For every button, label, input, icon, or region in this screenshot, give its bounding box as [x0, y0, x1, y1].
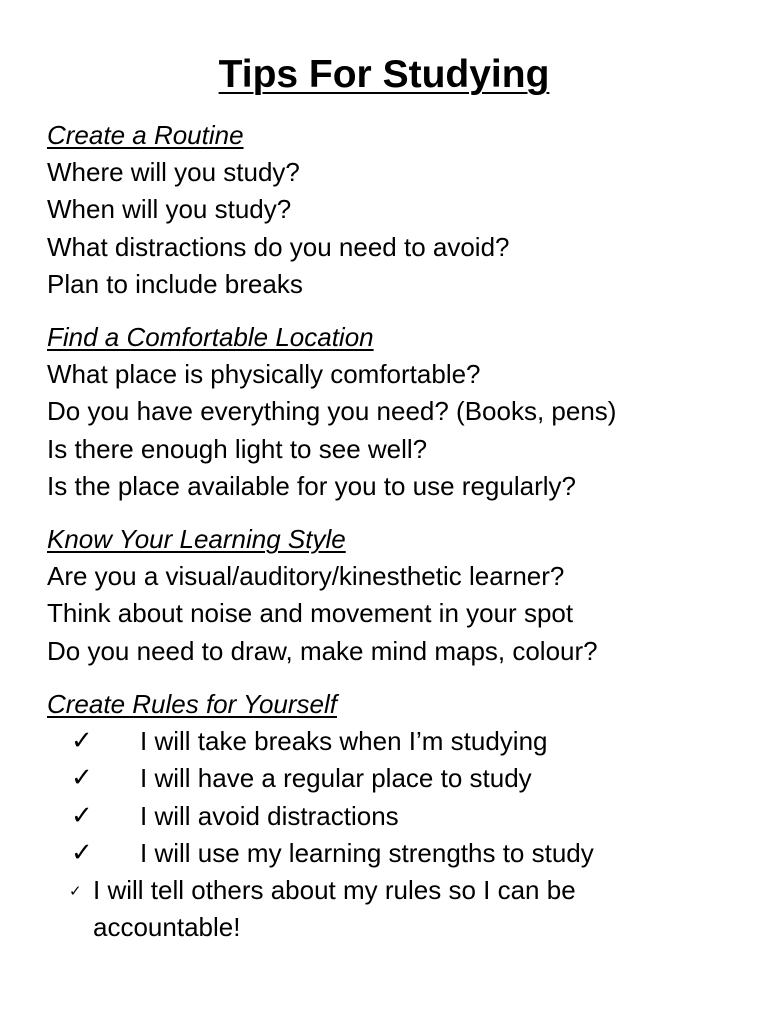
rule-text: I will have a regular place to study	[140, 763, 532, 794]
small-checkmark-icon: ✓	[69, 882, 82, 901]
rule-item	[47, 760, 747, 797]
section-heading: Create a Routine	[47, 120, 244, 150]
section-rules	[47, 686, 747, 947]
section-line: Think about noise and movement in your spot	[47, 598, 574, 629]
section-line: Where will you study?	[47, 157, 300, 187]
section-create-routine	[47, 117, 747, 303]
section-line: Do you have everything you need? (Books, pens)	[47, 396, 617, 427]
rule-item	[47, 798, 747, 835]
checkmark-icon: ✓	[71, 800, 93, 831]
rule-text: I will use my learning strengths to study	[140, 837, 594, 868]
section-comfortable-location	[47, 319, 747, 505]
checkmark-icon: ✓	[71, 726, 93, 756]
section-line: Are you a visual/auditory/kinesthetic learner?	[47, 561, 565, 591]
rule-text-line-1: I will tell others about my rules so I can be	[93, 875, 576, 906]
rule-text: I will avoid distractions	[140, 800, 399, 831]
section-heading: Create Rules for Yourself	[47, 689, 337, 719]
section-line: When will you study?	[47, 194, 292, 225]
checkmark-icon: ✓	[71, 763, 93, 794]
rule-item-last	[47, 872, 747, 947]
rule-item	[47, 723, 747, 760]
section-line: What distractions do you need to avoid?	[47, 231, 510, 262]
section-line: What place is physically comfortable?	[47, 359, 481, 389]
page-title: Tips For Studying	[218, 53, 550, 96]
checkmark-icon: ✓	[71, 837, 93, 868]
rule-item	[47, 835, 747, 872]
section-line: Plan to include breaks	[47, 268, 303, 299]
section-heading: Find a Comfortable Location	[47, 322, 374, 352]
rule-text: I will take breaks when I’m studying	[140, 726, 548, 756]
section-line: Do you need to draw, make mind maps, colour?	[47, 635, 598, 666]
section-heading: Know Your Learning Style	[47, 524, 346, 554]
section-line: Is the place available for you to use regularly?	[47, 470, 576, 501]
section-learning-style	[47, 521, 747, 670]
rule-text-line-2: accountable!	[93, 912, 241, 943]
section-line: Is there enough light to see well?	[47, 433, 428, 464]
